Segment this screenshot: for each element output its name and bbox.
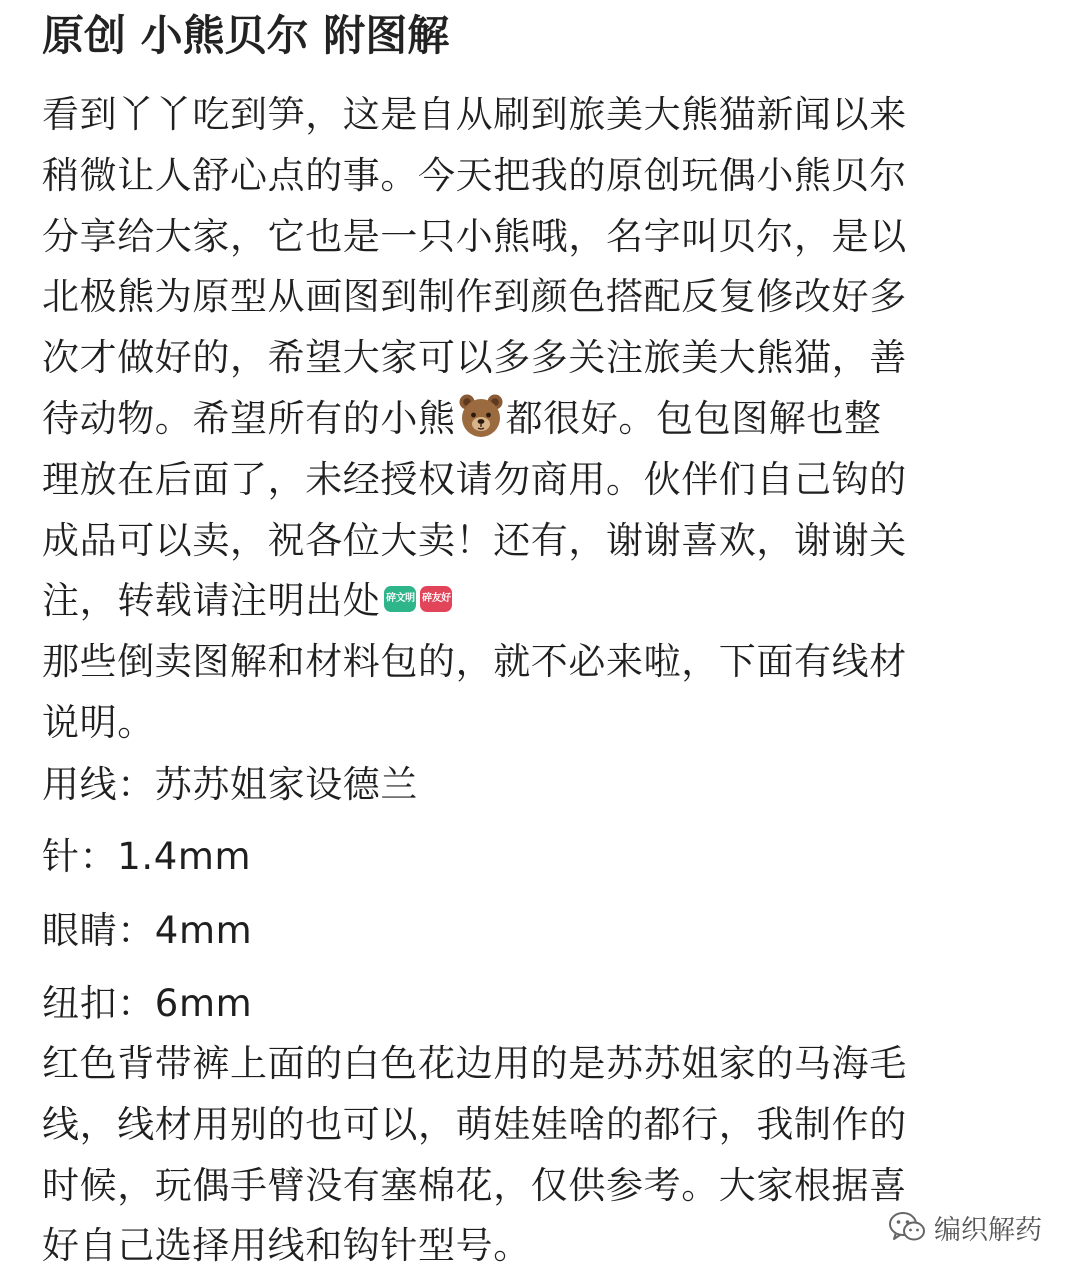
paragraph-line: 北极熊为原型从画图到制作到颜色搭配反复修改好多	[42, 275, 907, 319]
paragraph-line: 那些倒卖图解和材料包的，就不必来啦，下面有线材	[42, 640, 907, 684]
paragraph-line: 理放在后面了，未经授权请勿商用。伙伴们自己钩的	[42, 457, 907, 501]
paragraph-line: 分享给大家，它也是一只小熊哦，名字叫贝尔，是以	[42, 214, 907, 258]
line-text: 注，转载请注明出处	[42, 579, 381, 623]
eyes-spec: 眼睛：4mm	[42, 909, 253, 952]
wechat-icon	[888, 1210, 926, 1244]
paragraph-line-with-emoji	[42, 389, 1042, 450]
civility-sticker: 碎文明	[384, 586, 416, 612]
friendly-sticker: 碎友好	[420, 586, 452, 612]
yarn-spec: 用线：苏苏姐家设德兰	[42, 763, 418, 806]
page-title: 原创 小熊贝尔 附图解	[42, 11, 450, 60]
bear-face-icon	[458, 393, 504, 439]
paragraph-line: 时候，玩偶手臂没有塞棉花，仅供参考。大家根据喜	[42, 1163, 907, 1207]
paragraph-line-with-badges	[42, 571, 1042, 632]
line-text-after-emoji: 都很好。包包图解也整	[505, 396, 882, 440]
paragraph-line: 线，线材用别的也可以，萌娃娃啥的都行，我制作的	[42, 1102, 907, 1146]
paragraph-line: 看到丫丫吃到笋，这是自从刷到旅美大熊猫新闻以来	[42, 93, 907, 136]
intro-paragraph	[42, 85, 1042, 754]
paragraph-line: 稍微让人舒心点的事。今天把我的原创玩偶小熊贝尔	[42, 153, 907, 197]
paragraph-line: 成品可以卖，祝各位大卖！还有，谢谢喜欢，谢谢关	[42, 518, 907, 562]
paragraph-line: 说明。	[42, 700, 155, 744]
account-name: 编织解药	[934, 1214, 1042, 1246]
paragraph-line: 好自己选择用线和钩针型号。	[42, 1224, 531, 1268]
paragraph-line: 红色背带裤上面的白色花边用的是苏苏姐家的马海毛	[42, 1042, 907, 1085]
account-watermark	[888, 1207, 1042, 1247]
line-text-before-emoji: 待动物。希望所有的小熊	[42, 396, 456, 440]
buttons-spec: 纽扣：6mm	[42, 982, 253, 1025]
hook-spec: 针：1.4mm	[42, 835, 252, 878]
paragraph-line: 次才做好的，希望大家可以多多关注旅美大熊猫，善	[42, 336, 907, 380]
